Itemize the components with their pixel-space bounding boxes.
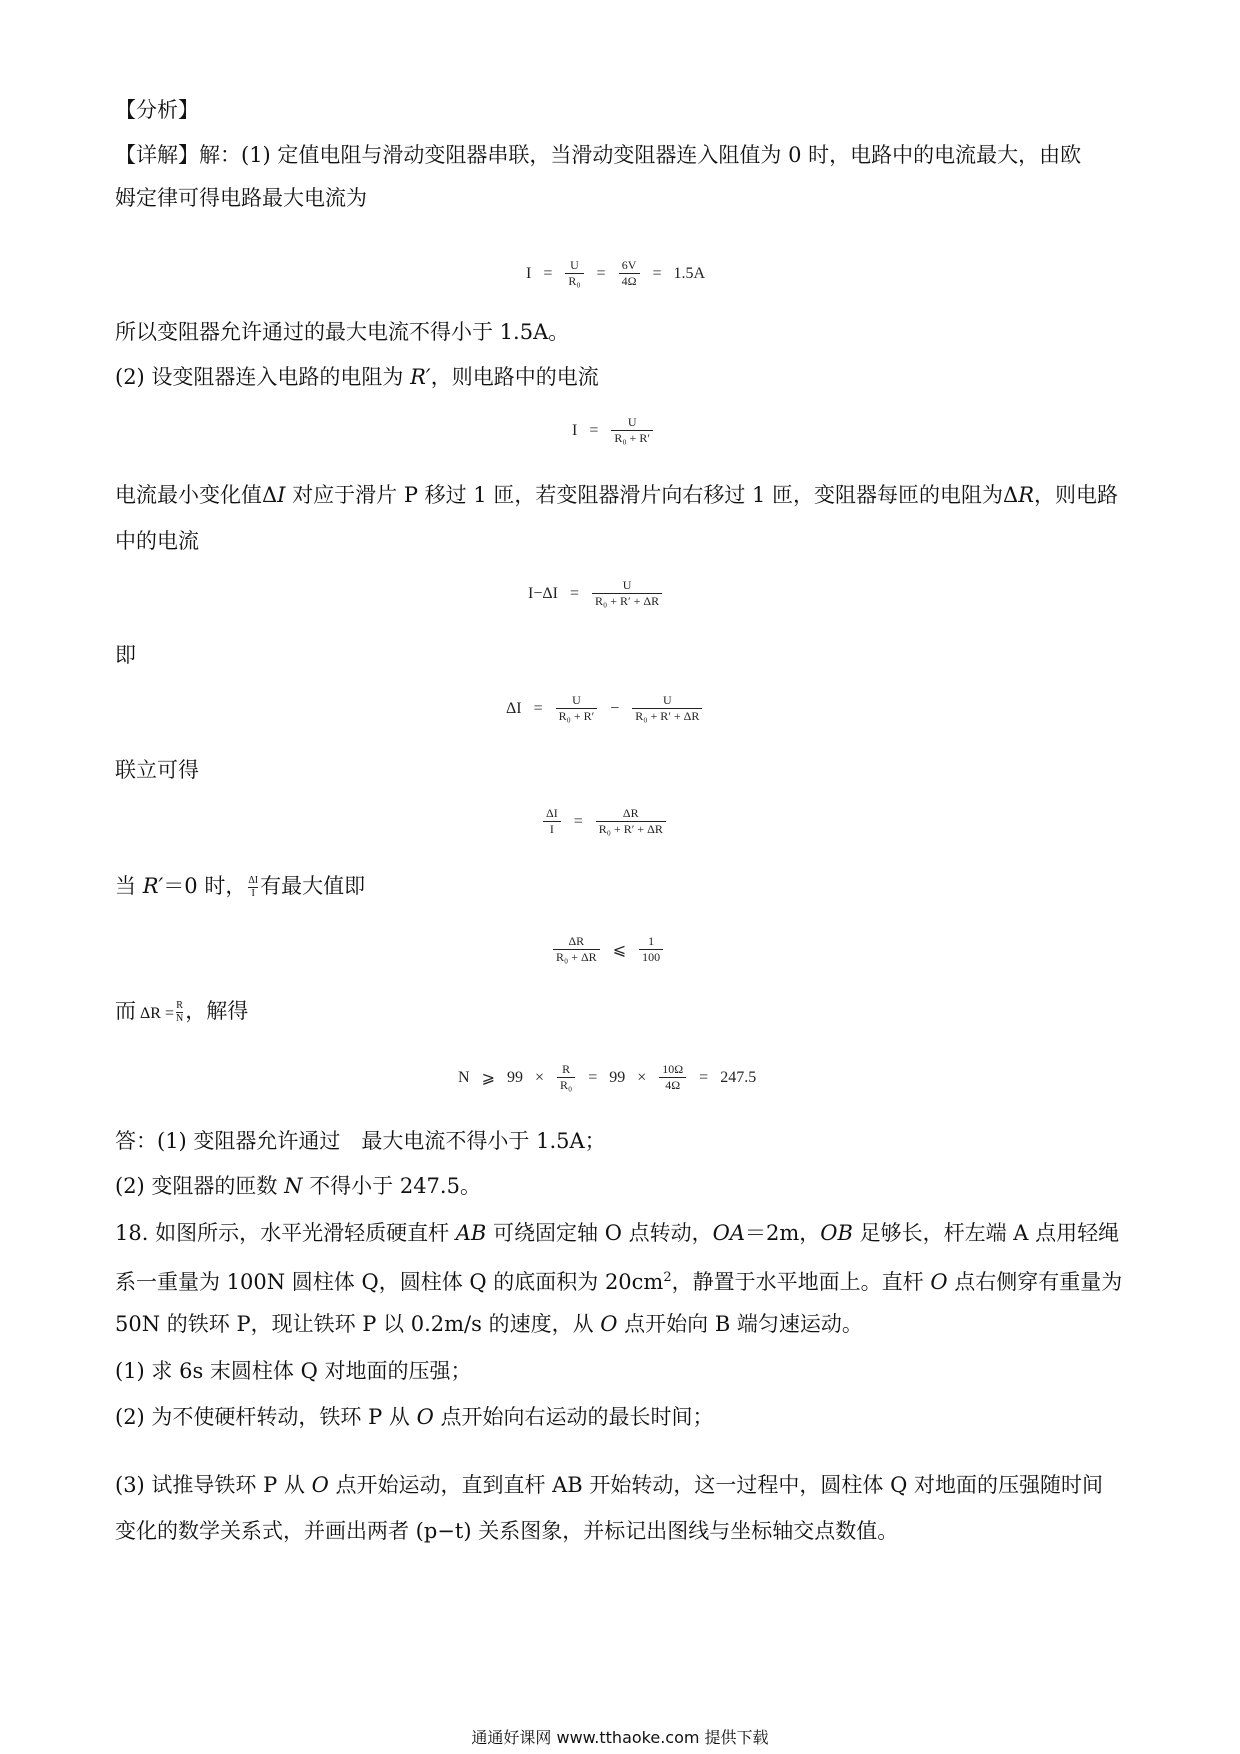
- paragraph-solve: 而 ΔR = $\frac{R}{N}$ ，解得: [115, 999, 249, 1024]
- eq6-frac-2: $\frac{1}{100}$: [639, 934, 663, 965]
- detail-text-1a: 解：(1) 定值电阻与滑动变阻器串联，当滑动变阻器连入阻值为 0 时，电路中的电流最大，由欧: [199, 143, 1082, 167]
- detail-paragraph-1b: 姆定律可得电路最大电流为: [115, 186, 367, 210]
- paragraph-max-current: 所以变阻器允许通过的最大电流不得小于 1.5A。: [115, 320, 570, 344]
- detail-label: 【详解】: [115, 143, 199, 167]
- analysis-heading: 【分析】: [115, 98, 199, 122]
- answer-2: (2) 变阻器的匝数 N 不得小于 247.5。: [115, 1174, 481, 1198]
- equation-1: I = $\frac{U}{\text{R₀}}$ = $\frac{6V}{4\Omega}$ = 1.5A: [526, 258, 706, 288]
- eq1-frac-1: $\frac{U}{\text{R₀}}$: [565, 258, 583, 289]
- eq7-frac-2: $\frac{10\Omega}{4\Omega}$: [659, 1062, 686, 1093]
- eq7-frac-1: $\frac{R}{\text{R₀}}$: [557, 1062, 575, 1093]
- equation-5: $\frac{\Delta I}{I}$ = $\frac{\Delta R}{\text{R₀ + R′ + ΔR}}$: [540, 806, 669, 837]
- detail-paragraph-1: [115, 141, 1081, 169]
- paragraph-part2: (2) 设变阻器连入电路的电阻为 R′，则电路中的电流: [115, 365, 599, 389]
- paragraph-max-value: 当 R′＝0 时， $\frac{\Delta I}{I}$ 有最大值即: [115, 874, 366, 899]
- answer-1: 答：(1) 变阻器允许通过 最大电流不得小于 1.5A；: [115, 1129, 606, 1153]
- eq5-frac-1: $\frac{\Delta I}{I}$: [543, 806, 561, 837]
- eq1-rhs: 1.5A: [673, 264, 706, 282]
- equation-6: $\frac{\Delta R}{\text{R₀ + ΔR}}$ ⩽ $\frac{1}{100}$: [550, 934, 666, 965]
- question-18-sub-3: (3) 试推导铁环 P 从 O 点开始运动，直到直杆 AB 开始转动，这一过程中，圆柱体 Q 对地面的压强随时间: [115, 1473, 1103, 1497]
- equation-3: I−ΔI = $\frac{U}{\text{R₀ + R′ + ΔR}}$: [522, 578, 665, 609]
- question-18-sub-3b: 变化的数学关系式，并画出两者 (p−t) 关系图象，并标记出图线与坐标轴交点数值。: [115, 1519, 899, 1543]
- question-18-line-2: 系一重量为 100N 圆柱体 Q，圆柱体 Q 的底面积为 $20cm^2$，静置于水平地面上。直杆 O 点右侧穿有重量为: [115, 1270, 1123, 1294]
- page-footer: 通通好课网 www.tthaoke.com 提供下载: [471, 1728, 769, 1747]
- inline-frac-ratio: $\frac{\Delta I}{I}$: [248, 875, 259, 899]
- eq6-frac-1: $\frac{\Delta R}{\text{R₀ + ΔR}}$: [553, 934, 600, 965]
- eq4-frac-2: $\frac{U}{\text{R₀ + R′ + ΔR}}$: [632, 693, 702, 724]
- eq2-frac: $\frac{U}{\text{R₀ + R′}}$: [611, 415, 653, 446]
- question-18-line-1: 18. 如图所示，水平光滑轻质硬直杆 AB 可绕固定轴 O 点转动，OA＝2m，OB 足够长，杆左端 A 点用轻绳: [115, 1221, 1120, 1245]
- eq4-frac-1: $\frac{U}{\text{R₀ + R′}}$: [556, 693, 598, 724]
- question-18-line-3: 50N 的铁环 P，现让铁环 P 以 0.2m/s 的速度，从 O 点开始向 B 端匀速运动。: [115, 1312, 863, 1336]
- eq3-frac: $\frac{U}{\text{R₀ + R′ + ΔR}}$: [592, 578, 662, 609]
- inline-frac-r-n: $\frac{R}{N}$: [176, 1000, 184, 1024]
- eq1-lhs: I: [526, 264, 532, 282]
- equation-7: N ⩾ 99 × $\frac{R}{\text{R₀}}$ = 99 × $\frac{10\Omega}{4\Omega}$ = 247.5: [458, 1062, 757, 1092]
- paragraph-delta-current: 电流最小变化值ΔI 对应于滑片 P 移过 1 匝，若变阻器滑片向右移过 1 匝，变阻器每匝的电阻为ΔR，则电路: [115, 483, 1119, 507]
- equation-2: I = $\frac{U}{\text{R₀ + R′}}$: [566, 415, 656, 446]
- question-18-sub-2: (2) 为不使硬杆转动，铁环 P 从 O 点开始向右运动的最长时间；: [115, 1405, 714, 1429]
- question-18-sub-1: (1) 求 6s 末圆柱体 Q 对地面的压强；: [115, 1359, 472, 1383]
- equation-4: ΔI = $\frac{U}{\text{R₀ + R′}}$ − $\frac{U}{\text{R₀ + R′ + ΔR}}$: [500, 693, 705, 724]
- paragraph-combine: 联立可得: [115, 758, 199, 782]
- eq1-frac-2: $\frac{6V}{4\Omega}$: [619, 258, 640, 289]
- eq5-frac-2: $\frac{\Delta R}{\text{R₀ + R′ + ΔR}}$: [596, 806, 666, 837]
- paragraph-ji: 即: [115, 643, 136, 667]
- paragraph-delta-current-b: 中的电流: [115, 529, 199, 553]
